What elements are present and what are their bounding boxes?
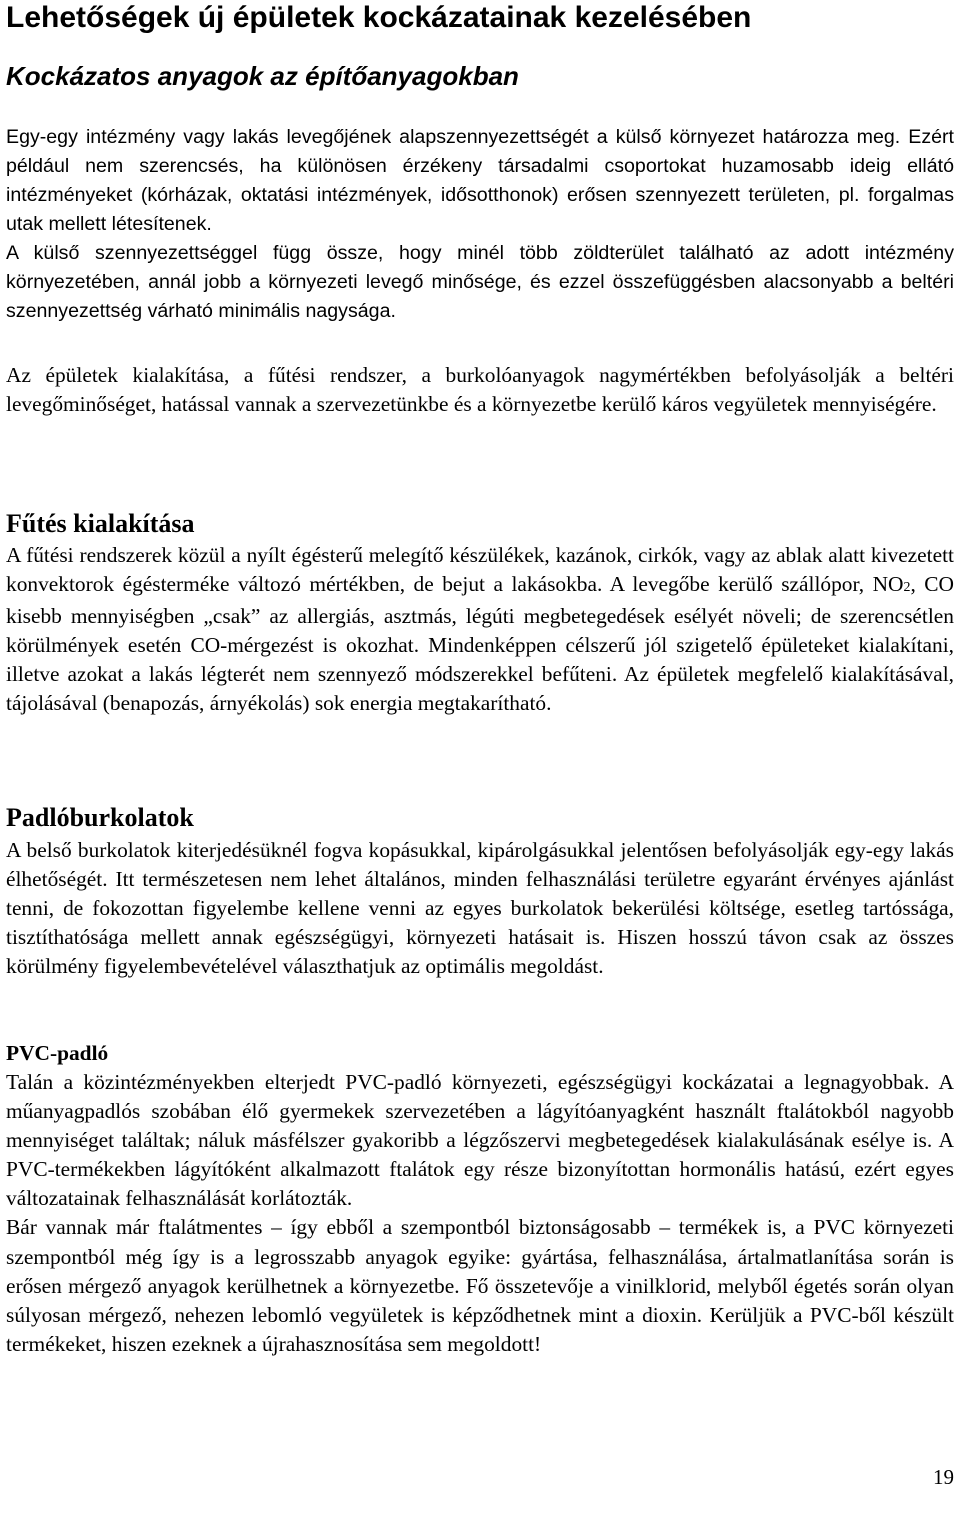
pvc-paragraph-1: Talán a közintézményekben elterjedt PVC-padló környezeti, egészségügyi kockázatai a legnagyobbak. A műanyagpadlós szobában élő gyermekek szervezetében a lágyítóanyagként használt ftalátokból nagyobb mennyiséget találtak; náluk másfélszer gyakoribb a légzőszervi megbetegedések kialakulásának esélye is. A PVC-termékekben lágyítóként alkalmazott ftalátok egy része bizonyítottan hormonális hatású, ezért egyes változatainak felhasználását korlátozták.	[6, 1070, 954, 1211]
intro-paragraph-1: Egy-egy intézmény vagy lakás levegőjének alapszennyezettségét a külső környezet határozza meg. Ezért például nem szerencsés, ha különösen érzékeny társadalmi csoportokat huzamosabb ideig ellátó intézményeket (kórházak, oktatási intézmények, idősotthonok) erősen szennyezett területen, pl. forgalmas utak mellett létesítenek.	[6, 126, 954, 235]
page-title: Lehetőségek új épületek kockázatainak kezelésében	[6, 1, 752, 34]
floors-heading: Padlóburkolatok	[6, 803, 194, 832]
intro-section	[6, 123, 954, 326]
buildings-paragraph: Az épületek kialakítása, a fűtési rendszer, a burkolóanyagok nagymértékben befolyásolják a beltéri levegőminőséget, hatással vannak a szervezetünkbe és a környezetbe kerülő káros vegyületek mennyiségére.	[6, 363, 954, 417]
floors-section	[6, 836, 954, 981]
heating-text-part-2: , CO kisebb mennyiségben „csak” az allergiás, asztmás, légúti megbetegedések esélyét növeli; de szerencsétlen körülmények esetén CO-mérgezést is okozhat. Mindenképpen célszerű jól szigetelő épületeket kialakítani, illetve azokat a lakás légterét nem szennyező módszerekkel befűteni. Az épületek megfelelő kialakításával, tájolásával (benapozás, árnyékolás) sok energia megtakarítható.	[6, 572, 954, 716]
heating-section	[6, 541, 954, 719]
pvc-heading: PVC-padló	[6, 1041, 109, 1065]
buildings-section	[6, 361, 954, 419]
heating-heading: Fűtés kialakítása	[6, 509, 195, 538]
heating-text-part-1: A fűtési rendszerek közül a nyílt égésterű melegítő készülékek, kazánok, cirkók, vagy az ablak alatt kivezetett konvektorok égésterméke változó mértékben, de bejut a lakásokba. A levegőbe kerülő szállópor, NO	[6, 543, 954, 597]
no2-subscript: 2	[903, 580, 911, 596]
floors-paragraph: A belső burkolatok kiterjedésüknél fogva kopásukkal, kipárolgásukkal jelentősen befolyásolják egy-egy lakás élhetőségét. Itt természetesen nem lehet általános, minden felhasználási területre egyaránt érvényes ajánlást tenni, de fokozottan figyelembe kellene venni az egyes burkolatok bekerülési költsége, esetleg tartóssága, tisztíthatósága mellett annak egészségügyi, környezeti hatásait is. Hiszen hosszú távon csak az összes körülmény figyelembevételével választhatjuk az optimális megoldást.	[6, 838, 954, 979]
intro-paragraph-2: A külső szennyezettséggel függ össze, hogy minél több zöldterület található az adott intézmény környezetében, annál jobb a környezeti levegő minősége, és ezzel összefüggésben alacsonyabb a beltéri szennyezettség várható minimális nagysága.	[6, 242, 954, 322]
pvc-paragraph-2: Bár vannak már ftalátmentes – így ebből a szempontból biztonságosabb – termékek is, a PVC környezeti szempontból még így is a legrosszabb anyagok egyike: gyártása, felhasználása, ártalmatlanítása során is erősen mérgező anyagok kerülhetnek a környezetbe. Fő összetevője a vinilklorid, melyből égetés során olyan súlyosan mérgező, nehezen lebomló vegyületek is képződhetnek mint a dioxin. Kerüljük a PVC-ből készült termékeket, hiszen ezeknek a újrahasznosítása sem megoldott!	[6, 1215, 954, 1356]
pvc-section	[6, 1068, 954, 1359]
page-number: 19	[933, 1465, 954, 1489]
section-subtitle: Kockázatos anyagok az építőanyagokban	[6, 61, 519, 91]
heating-paragraph	[6, 541, 954, 719]
